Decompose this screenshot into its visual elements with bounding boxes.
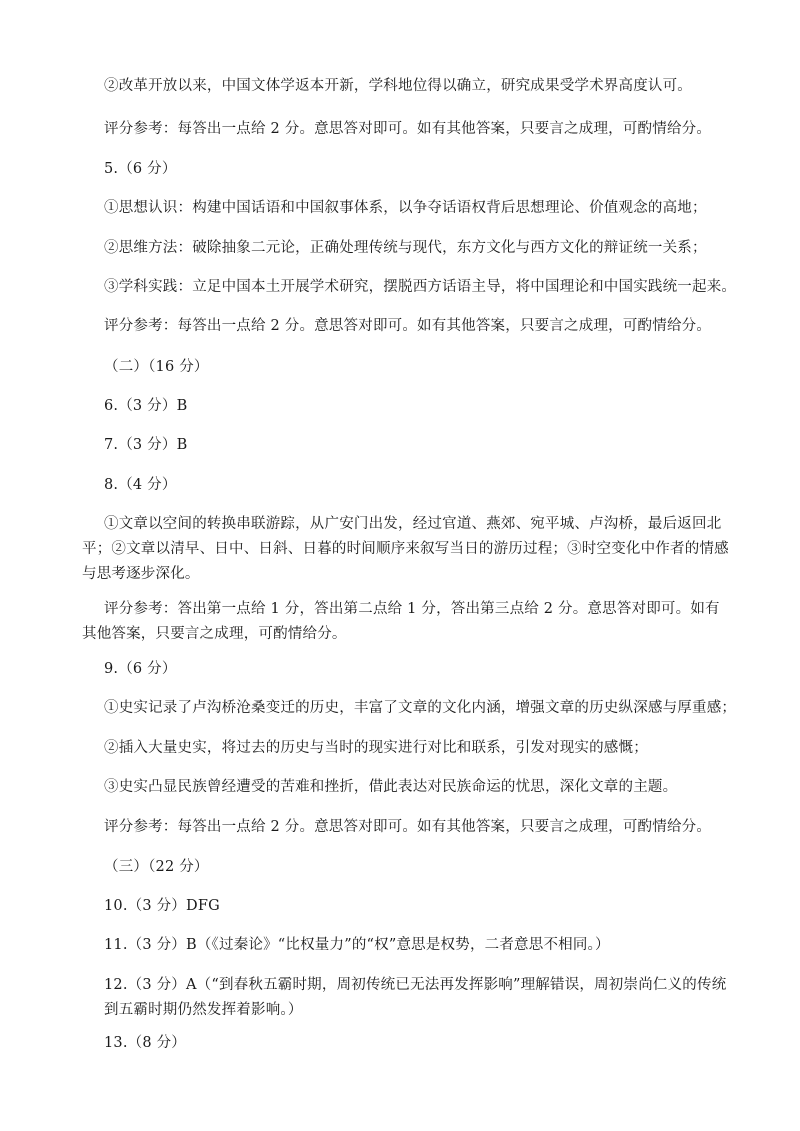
answer-point-4-2: ②改革开放以来，中国文体学返本开新，学科地位得以确立，研究成果受学术界高度认可。 bbox=[104, 78, 692, 94]
question-11-answer: 11.（3 分）B（《过秦论》“比权量力”的“权”意思是权势，二者意思不相同。） bbox=[104, 937, 610, 953]
question-10-answer: 10.（3 分）DFG bbox=[104, 898, 220, 914]
scoring-note-8: 评分参考：答出第一点给 1 分，答出第二点给 1 分，答出第三点给 2 分。意思答对即可。如有其他答案，只要言之成理，可酌情给分。 bbox=[82, 601, 720, 642]
question-5-heading: 5.（6 分） bbox=[104, 161, 177, 177]
scoring-note-4: 评分参考：每答出一点给 2 分。意思答对即可。如有其他答案，只要言之成理，可酌情给分。 bbox=[104, 121, 712, 137]
section-2-heading: （二）（16 分） bbox=[104, 359, 209, 375]
answer-point-9-3: ③史实凸显民族曾经遭受的苦难和挫折，借此表达对民族命运的忧思，深化文章的主题。 bbox=[104, 779, 678, 795]
scoring-note-5: 评分参考：每答出一点给 2 分。意思答对即可。如有其他答案，只要言之成理，可酌情给分。 bbox=[104, 318, 712, 334]
question-12-answer: 12.（3 分）A（“到春秋五霸时期，周初传统已无法再发挥影响”理解错误，周初崇尚仁义的传统到五霸时期仍然发挥着影响。） bbox=[104, 977, 727, 1018]
question-13-heading: 13.（8 分） bbox=[104, 1035, 186, 1051]
question-6-answer: 6.（3 分）B bbox=[104, 398, 188, 414]
answer-point-9-2: ②插入大量史实，将过去的历史与当时的现实进行对比和联系，引发对现实的感慨； bbox=[104, 740, 648, 756]
answer-point-9-1: ①史实记录了卢沟桥沧桑变迁的历史，丰富了文章的文化内涵，增强文章的历史纵深感与厚重感； bbox=[104, 700, 737, 716]
scoring-note-9: 评分参考：每答出一点给 2 分。意思答对即可。如有其他答案，只要言之成理，可酌情给分。 bbox=[104, 819, 712, 835]
answer-point-5-2: ②思维方法：破除抽象二元论，正确处理传统与现代，东方文化与西方文化的辩证统一关系； bbox=[104, 240, 707, 256]
answer-point-5-1: ①思想认识：构建中国话语和中国叙事体系，以争夺话语权背后思想理论、价值观念的高地； bbox=[104, 200, 707, 216]
question-8-heading: 8.（4 分） bbox=[104, 477, 177, 493]
answer-8-body: ①文章以空间的转换串联游踪，从广安门出发，经过官道、燕郊、宛平城、卢沟桥，最后返回北平；②文章以清早、日中、日斜、日暮的时间顺序来叙写当日的游历过程；③时空变化中作者的情感与思考逐步深化。 bbox=[82, 516, 729, 582]
question-7-answer: 7.（3 分）B bbox=[104, 437, 188, 453]
question-9-heading: 9.（6 分） bbox=[104, 661, 177, 677]
section-3-heading: （三）（22 分） bbox=[104, 859, 209, 875]
answer-point-5-3: ③学科实践：立足中国本土开展学术研究，摆脱西方话语主导，将中国理论和中国实践统一起来。 bbox=[104, 279, 737, 295]
